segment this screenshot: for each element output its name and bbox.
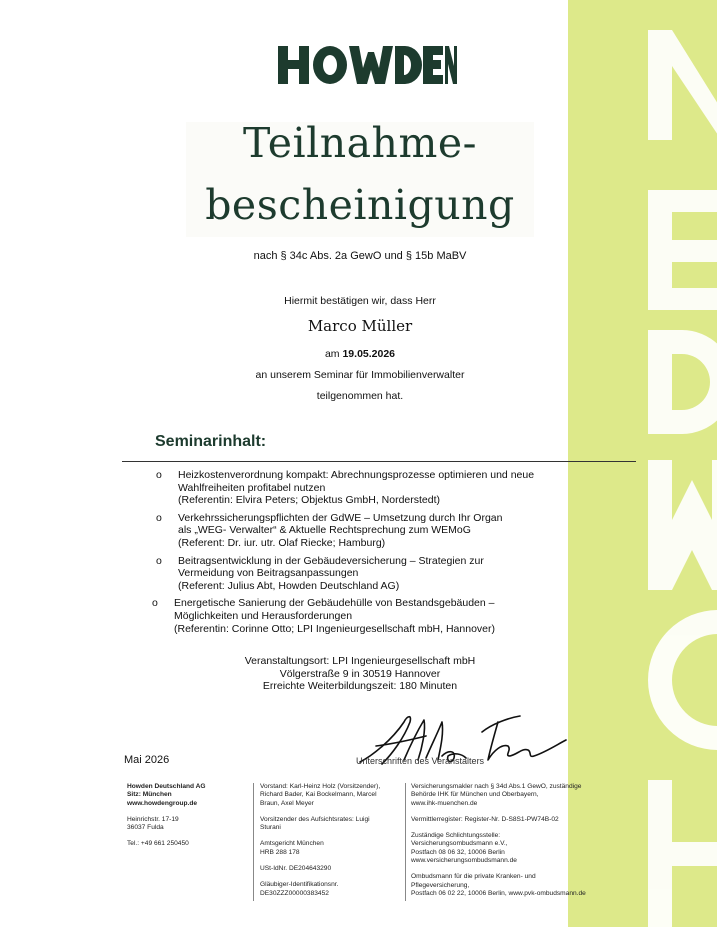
topic-title: Beitragsentwicklung in der Gebäudeversicherung – Strategien zur [178, 554, 484, 567]
confirmation-text: Hiermit bestätigen wir, dass Herr [284, 295, 436, 307]
footer-arbitration: Versicherungsombudsmann e.V., [411, 840, 508, 848]
footer-chair: Vorsitzender des Aufsichtsrates: Luigi [260, 815, 370, 823]
topic-title: Heizkostenverordnung kompakt: Abrechnungsprozesse optimieren und neue [178, 469, 535, 481]
list-item [146, 597, 570, 635]
training-time: Erreichte Weiterbildungszeit: 180 Minuten [262, 680, 458, 692]
date-value: 19.05.2026 [342, 348, 396, 360]
topic-title-cont: Möglichkeiten und Herausforderungen [174, 609, 353, 622]
footer-board: Vorstand: Karl-Heinz Holz (Vorsitzender), [260, 783, 381, 790]
footer-company: Howden Deutschland AG [127, 783, 206, 790]
footer-vat: USt-IdNr. DE204643290 [260, 865, 332, 873]
issue-month: Mai 2026 [124, 754, 170, 766]
seminar-description: an unserem Seminar für Immobilienverwalter [255, 369, 465, 381]
footer-chair: Sturani [260, 824, 281, 832]
svg-text:HOWDEN: HOWDEN [277, 44, 282, 45]
footer-ihk-link[interactable]: www.ihk-muenchen.de [411, 799, 478, 807]
footer-broker-register: Vermittlerregister: Register-Nr. D-S8S1-PW74B-02 [411, 815, 559, 823]
participant-name: Marco Müller [307, 317, 413, 335]
footer-company-column [127, 783, 249, 857]
seminar-date [150, 348, 570, 360]
bullet-icon: o [152, 597, 158, 610]
footer-phone: Tel.: +49 661 250450 [127, 840, 189, 848]
footer-broker: Behörde IHK für München und Oberbayern, [411, 791, 539, 799]
footer-court: Amtsgericht München [260, 840, 324, 848]
topic-speaker: (Referentin: Corinne Otto; LPI Ingenieurgesellschaft mbH, Hannover) [174, 622, 495, 635]
venue-address: Völgerstraße 9 in 30519 Hannover [279, 667, 441, 680]
footer-board: Braun, Axel Meyer [260, 799, 314, 807]
topic-title-cont: Vermeidung von Beitragsanpassungen [178, 567, 359, 580]
topic-title: Energetische Sanierung der Gebäudehülle von Bestandsgebäuden – [174, 597, 495, 610]
footer-arbitration: Postfach 08 06 32, 10006 Berlin [411, 848, 505, 856]
topic-speaker: (Referent: Julius Abt, Howden Deutschland AG) [178, 579, 400, 592]
footer-seat: Sitz: München [127, 791, 172, 799]
topic-title: Verkehrssicherungspflichten der GdWE – Umsetzung durch Ihr Organ [178, 511, 503, 524]
footer-arbitration: Zuständige Schlichtungsstelle: [411, 832, 501, 840]
list-item [150, 512, 570, 550]
certificate-title [186, 112, 534, 236]
footer-city: 36037 Fulda [127, 824, 164, 832]
footer-website-link[interactable]: www.howdengroup.de [127, 799, 198, 807]
signature-caption: Unterschriften des Veranstalters [356, 756, 485, 766]
footer-ombudsman: Pflegeversicherung, [411, 881, 470, 889]
took-part-text: teilgenommen hat. [316, 390, 404, 402]
bullet-icon: o [156, 511, 162, 524]
footer-ombudsmann-link[interactable]: www.versicherungsombudsmann.de [411, 857, 517, 865]
howden-logo [277, 44, 457, 86]
footer-creditor-id: DE30ZZZ00000383452 [260, 889, 329, 897]
list-item [150, 469, 570, 507]
footer-register: HRB 288 178 [260, 848, 300, 856]
footer-regulatory-column [405, 783, 646, 901]
bullet-icon: o [156, 469, 162, 481]
footer-street: Heinrichstr. 17-19 [127, 815, 179, 823]
title-line-2: bescheinigung [205, 181, 515, 229]
list-item [150, 555, 570, 593]
topic-title-cont: als „WEG- Verwalter“ & Aktuelle Rechtsprechung zum WEMoG [178, 524, 471, 537]
footer-board: Richard Bader, Kai Bockelmann, Marcel [260, 791, 377, 799]
topic-list [150, 469, 570, 640]
bullet-icon: o [156, 554, 162, 567]
footer-ombudsman: Ombudsmann für die private Kranken- und [411, 873, 536, 881]
footer-creditor: Gläubiger-Identifikationsnr. [260, 881, 339, 889]
topic-title-cont: Wahlfreiheiten profitabel nutzen [178, 481, 326, 494]
footer-pvk-link[interactable]: Postfach 06 02 22, 10006 Berlin, www.pvk-ombudsmann.de [411, 889, 586, 897]
venue-block [150, 655, 570, 693]
footer-management-column [253, 783, 410, 901]
title-line-1: Teilnahme- [243, 119, 477, 167]
legal-basis: nach § 34c Abs. 2a GewO und § 15b MaBV [253, 250, 467, 262]
section-divider [122, 461, 636, 462]
venue-name: Veranstaltungsort: LPI Ingenieurgesellschaft mbH [244, 655, 476, 667]
topic-speaker: (Referent: Dr. iur. utr. Olaf Riecke; Hamburg) [178, 536, 386, 549]
topic-speaker: (Referentin: Elvira Peters; Objektus GmbH, Norderstedt) [178, 494, 441, 507]
date-prefix: am [324, 348, 343, 360]
footer-broker: Versicherungsmakler nach § 34d Abs.1 GewO, zuständige [411, 783, 582, 790]
section-heading: Seminarinhalt: [155, 433, 267, 450]
